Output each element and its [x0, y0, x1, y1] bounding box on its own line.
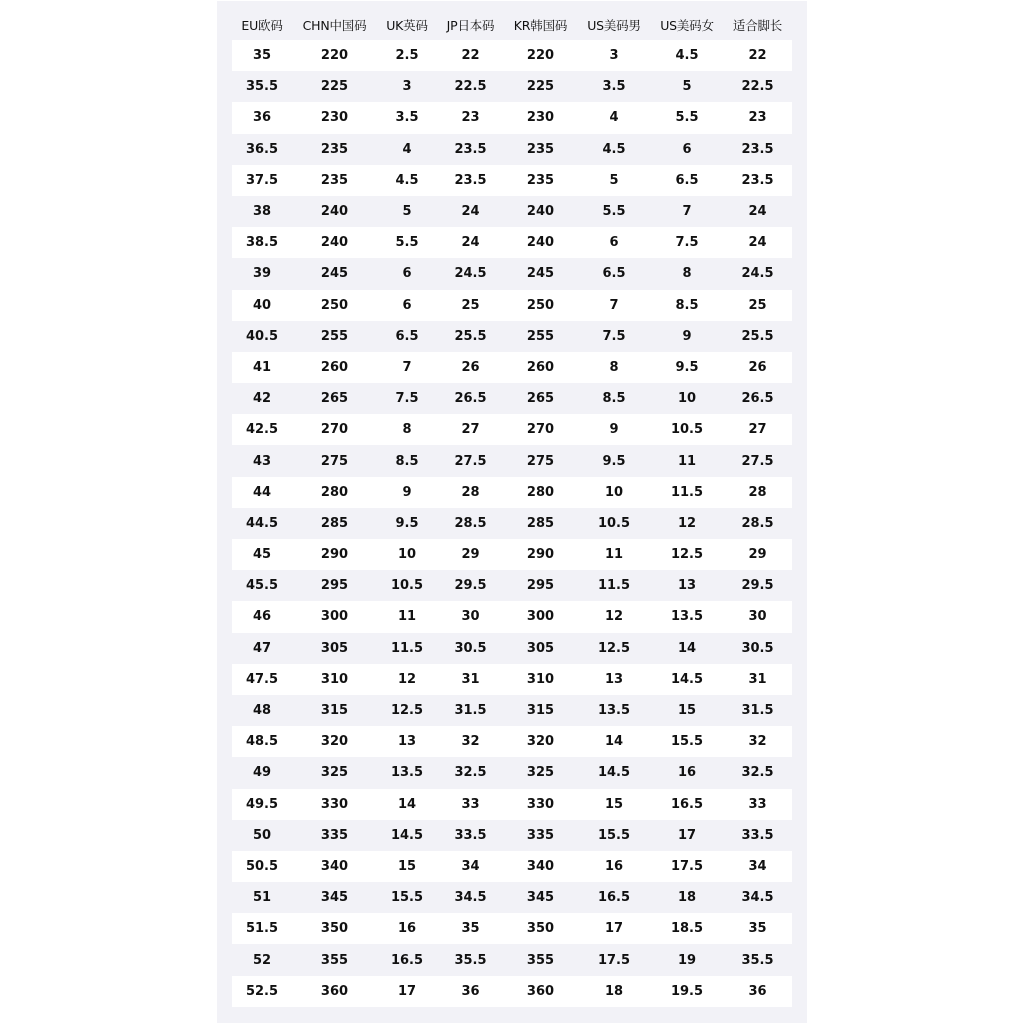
- cell-eu: 42.5: [232, 414, 292, 445]
- table-row: [232, 664, 792, 695]
- cell-kr: 345: [504, 882, 577, 913]
- cell-foot-length: 32: [723, 726, 792, 757]
- cell-chn: 240: [292, 196, 377, 227]
- cell-uk: 5.5: [377, 227, 437, 258]
- cell-eu: 51.5: [232, 913, 292, 944]
- cell-foot-length: 27: [723, 414, 792, 445]
- cell-us-men: 6.5: [577, 258, 651, 289]
- cell-uk: 3: [377, 71, 437, 102]
- header-us-women: US美码女: [660, 17, 714, 33]
- cell-us-men: 10: [577, 477, 651, 508]
- cell-kr: 330: [504, 789, 577, 820]
- table-row: [232, 944, 792, 975]
- cell-eu: 36.5: [232, 134, 292, 165]
- cell-foot-length: 31: [723, 664, 792, 695]
- cell-jp: 24.5: [437, 258, 504, 289]
- cell-kr: 280: [504, 477, 577, 508]
- cell-us-men: 15.5: [577, 820, 651, 851]
- cell-chn: 235: [292, 165, 377, 196]
- cell-chn: 230: [292, 102, 377, 133]
- cell-kr: 315: [504, 695, 577, 726]
- header-foot-length: 适合脚长: [732, 17, 783, 33]
- cell-jp: 27.5: [437, 445, 504, 476]
- cell-us-women: 14: [651, 633, 723, 664]
- table-row: [232, 820, 792, 851]
- cell-kr: 255: [504, 321, 577, 352]
- cell-chn: 325: [292, 757, 377, 788]
- cell-kr: 270: [504, 414, 577, 445]
- cell-us-men: 6: [577, 227, 651, 258]
- cell-uk: 11.5: [377, 633, 437, 664]
- table-row: [232, 539, 792, 570]
- cell-chn: 305: [292, 633, 377, 664]
- cell-us-men: 7: [577, 290, 651, 321]
- cell-jp: 32.5: [437, 757, 504, 788]
- cell-foot-length: 24.5: [723, 258, 792, 289]
- cell-kr: 245: [504, 258, 577, 289]
- cell-chn: 225: [292, 71, 377, 102]
- cell-jp: 31.5: [437, 695, 504, 726]
- table-row: [232, 695, 792, 726]
- cell-uk: 14: [377, 789, 437, 820]
- cell-jp: 35.5: [437, 944, 504, 975]
- cell-eu: 40.5: [232, 321, 292, 352]
- cell-kr: 335: [504, 820, 577, 851]
- cell-chn: 250: [292, 290, 377, 321]
- cell-chn: 295: [292, 570, 377, 601]
- cell-kr: 350: [504, 913, 577, 944]
- cell-us-men: 4.5: [577, 134, 651, 165]
- cell-foot-length: 35.5: [723, 944, 792, 975]
- table-row: [232, 102, 792, 133]
- cell-eu: 46: [232, 601, 292, 632]
- cell-jp: 22: [437, 40, 504, 71]
- cell-eu: 45: [232, 539, 292, 570]
- cell-eu: 47: [232, 633, 292, 664]
- cell-uk: 16.5: [377, 944, 437, 975]
- cell-jp: 30.5: [437, 633, 504, 664]
- cell-us-women: 6: [651, 134, 723, 165]
- cell-uk: 6: [377, 290, 437, 321]
- cell-us-men: 12.5: [577, 633, 651, 664]
- cell-eu: 43: [232, 445, 292, 476]
- cell-us-men: 15: [577, 789, 651, 820]
- cell-jp: 22.5: [437, 71, 504, 102]
- cell-us-women: 13: [651, 570, 723, 601]
- cell-us-men: 9: [577, 414, 651, 445]
- cell-jp: 33: [437, 789, 504, 820]
- cell-chn: 280: [292, 477, 377, 508]
- cell-uk: 16: [377, 913, 437, 944]
- cell-us-women: 8: [651, 258, 723, 289]
- cell-us-women: 13.5: [651, 601, 723, 632]
- cell-chn: 340: [292, 851, 377, 882]
- cell-jp: 27: [437, 414, 504, 445]
- cell-us-men: 4: [577, 102, 651, 133]
- cell-us-men: 12: [577, 601, 651, 632]
- cell-chn: 275: [292, 445, 377, 476]
- table-row: [232, 290, 792, 321]
- cell-foot-length: 23: [723, 102, 792, 133]
- cell-uk: 4.5: [377, 165, 437, 196]
- cell-us-men: 10.5: [577, 508, 651, 539]
- cell-foot-length: 32.5: [723, 757, 792, 788]
- cell-kr: 295: [504, 570, 577, 601]
- cell-chn: 260: [292, 352, 377, 383]
- cell-jp: 29.5: [437, 570, 504, 601]
- cell-chn: 335: [292, 820, 377, 851]
- cell-kr: 325: [504, 757, 577, 788]
- cell-foot-length: 29.5: [723, 570, 792, 601]
- cell-us-women: 12: [651, 508, 723, 539]
- cell-kr: 260: [504, 352, 577, 383]
- cell-eu: 47.5: [232, 664, 292, 695]
- cell-us-men: 13.5: [577, 695, 651, 726]
- cell-eu: 42: [232, 383, 292, 414]
- cell-chn: 300: [292, 601, 377, 632]
- cell-eu: 50.5: [232, 851, 292, 882]
- cell-chn: 235: [292, 134, 377, 165]
- cell-jp: 30: [437, 601, 504, 632]
- cell-us-women: 9.5: [651, 352, 723, 383]
- cell-chn: 355: [292, 944, 377, 975]
- cell-eu: 49.5: [232, 789, 292, 820]
- cell-eu: 45.5: [232, 570, 292, 601]
- header-eu: EU欧码: [241, 17, 283, 33]
- cell-us-men: 14: [577, 726, 651, 757]
- cell-kr: 250: [504, 290, 577, 321]
- cell-foot-length: 31.5: [723, 695, 792, 726]
- cell-jp: 24: [437, 227, 504, 258]
- cell-foot-length: 27.5: [723, 445, 792, 476]
- table-row: [232, 227, 792, 258]
- cell-uk: 4: [377, 134, 437, 165]
- table-row: [232, 508, 792, 539]
- cell-kr: 305: [504, 633, 577, 664]
- cell-foot-length: 28: [723, 477, 792, 508]
- cell-us-men: 5: [577, 165, 651, 196]
- table-row: [232, 196, 792, 227]
- table-row: [232, 976, 792, 1007]
- cell-eu: 48.5: [232, 726, 292, 757]
- cell-foot-length: 28.5: [723, 508, 792, 539]
- table-row: [232, 789, 792, 820]
- table-row: [232, 570, 792, 601]
- cell-eu: 35.5: [232, 71, 292, 102]
- cell-chn: 285: [292, 508, 377, 539]
- cell-us-women: 19.5: [651, 976, 723, 1007]
- cell-eu: 35: [232, 40, 292, 71]
- table-row: [232, 851, 792, 882]
- cell-uk: 10.5: [377, 570, 437, 601]
- cell-kr: 230: [504, 102, 577, 133]
- cell-uk: 3.5: [377, 102, 437, 133]
- cell-foot-length: 22: [723, 40, 792, 71]
- cell-jp: 23: [437, 102, 504, 133]
- cell-jp: 28.5: [437, 508, 504, 539]
- cell-foot-length: 24: [723, 227, 792, 258]
- cell-foot-length: 33.5: [723, 820, 792, 851]
- cell-chn: 240: [292, 227, 377, 258]
- cell-jp: 31: [437, 664, 504, 695]
- cell-eu: 44: [232, 477, 292, 508]
- cell-us-women: 15: [651, 695, 723, 726]
- cell-us-men: 16.5: [577, 882, 651, 913]
- cell-eu: 51: [232, 882, 292, 913]
- cell-kr: 240: [504, 196, 577, 227]
- cell-us-women: 18.5: [651, 913, 723, 944]
- cell-kr: 310: [504, 664, 577, 695]
- cell-jp: 29: [437, 539, 504, 570]
- cell-chn: 265: [292, 383, 377, 414]
- cell-jp: 35: [437, 913, 504, 944]
- cell-chn: 350: [292, 913, 377, 944]
- cell-uk: 7: [377, 352, 437, 383]
- cell-chn: 245: [292, 258, 377, 289]
- table-row: [232, 726, 792, 757]
- cell-us-women: 17: [651, 820, 723, 851]
- cell-kr: 285: [504, 508, 577, 539]
- cell-jp: 23.5: [437, 134, 504, 165]
- table-row: [232, 601, 792, 632]
- cell-us-women: 16.5: [651, 789, 723, 820]
- cell-us-men: 18: [577, 976, 651, 1007]
- cell-us-men: 11: [577, 539, 651, 570]
- cell-us-men: 11.5: [577, 570, 651, 601]
- cell-kr: 300: [504, 601, 577, 632]
- cell-foot-length: 29: [723, 539, 792, 570]
- table-header: [232, 9, 792, 40]
- cell-foot-length: 24: [723, 196, 792, 227]
- table-row: [232, 321, 792, 352]
- cell-us-men: 14.5: [577, 757, 651, 788]
- cell-jp: 32: [437, 726, 504, 757]
- shoe-size-conversion-table: [232, 9, 792, 1007]
- cell-kr: 225: [504, 71, 577, 102]
- cell-uk: 12.5: [377, 695, 437, 726]
- cell-kr: 275: [504, 445, 577, 476]
- cell-chn: 290: [292, 539, 377, 570]
- cell-us-women: 11.5: [651, 477, 723, 508]
- cell-chn: 270: [292, 414, 377, 445]
- cell-foot-length: 30.5: [723, 633, 792, 664]
- cell-eu: 38: [232, 196, 292, 227]
- cell-chn: 330: [292, 789, 377, 820]
- cell-uk: 12: [377, 664, 437, 695]
- cell-eu: 36: [232, 102, 292, 133]
- cell-foot-length: 25.5: [723, 321, 792, 352]
- table-row: [232, 40, 792, 71]
- cell-uk: 5: [377, 196, 437, 227]
- cell-kr: 220: [504, 40, 577, 71]
- cell-kr: 235: [504, 134, 577, 165]
- cell-us-men: 9.5: [577, 445, 651, 476]
- cell-us-women: 5: [651, 71, 723, 102]
- cell-eu: 38.5: [232, 227, 292, 258]
- cell-foot-length: 34.5: [723, 882, 792, 913]
- cell-jp: 25.5: [437, 321, 504, 352]
- cell-chn: 220: [292, 40, 377, 71]
- cell-uk: 13.5: [377, 757, 437, 788]
- cell-foot-length: 26: [723, 352, 792, 383]
- cell-us-women: 8.5: [651, 290, 723, 321]
- cell-kr: 355: [504, 944, 577, 975]
- cell-foot-length: 34: [723, 851, 792, 882]
- cell-us-women: 9: [651, 321, 723, 352]
- table-row: [232, 757, 792, 788]
- header-chn: CHN中国码: [302, 17, 367, 33]
- cell-us-women: 12.5: [651, 539, 723, 570]
- cell-chn: 360: [292, 976, 377, 1007]
- cell-chn: 255: [292, 321, 377, 352]
- cell-uk: 15: [377, 851, 437, 882]
- cell-us-women: 17.5: [651, 851, 723, 882]
- cell-uk: 17: [377, 976, 437, 1007]
- cell-uk: 2.5: [377, 40, 437, 71]
- table-row: [232, 383, 792, 414]
- table-row: [232, 633, 792, 664]
- cell-us-women: 10.5: [651, 414, 723, 445]
- cell-us-men: 17.5: [577, 944, 651, 975]
- cell-foot-length: 25: [723, 290, 792, 321]
- cell-us-women: 7.5: [651, 227, 723, 258]
- header-uk: UK英码: [386, 17, 428, 33]
- cell-uk: 8.5: [377, 445, 437, 476]
- cell-eu: 37.5: [232, 165, 292, 196]
- cell-jp: 36: [437, 976, 504, 1007]
- table-row: [232, 882, 792, 913]
- cell-eu: 52.5: [232, 976, 292, 1007]
- cell-us-women: 14.5: [651, 664, 723, 695]
- cell-us-men: 3.5: [577, 71, 651, 102]
- cell-uk: 9.5: [377, 508, 437, 539]
- cell-eu: 49: [232, 757, 292, 788]
- cell-kr: 235: [504, 165, 577, 196]
- cell-jp: 33.5: [437, 820, 504, 851]
- cell-eu: 48: [232, 695, 292, 726]
- table-row: [232, 134, 792, 165]
- table-row: [232, 445, 792, 476]
- cell-foot-length: 30: [723, 601, 792, 632]
- cell-jp: 34.5: [437, 882, 504, 913]
- cell-kr: 265: [504, 383, 577, 414]
- header-row: [232, 9, 792, 40]
- cell-jp: 25: [437, 290, 504, 321]
- cell-eu: 50: [232, 820, 292, 851]
- size-chart-panel: [217, 1, 807, 1023]
- cell-jp: 34: [437, 851, 504, 882]
- cell-uk: 10: [377, 539, 437, 570]
- cell-us-women: 19: [651, 944, 723, 975]
- cell-eu: 39: [232, 258, 292, 289]
- cell-us-men: 17: [577, 913, 651, 944]
- cell-jp: 26: [437, 352, 504, 383]
- cell-us-men: 13: [577, 664, 651, 695]
- cell-jp: 28: [437, 477, 504, 508]
- cell-uk: 7.5: [377, 383, 437, 414]
- header-us-men: US美码男: [587, 17, 641, 33]
- cell-us-women: 10: [651, 383, 723, 414]
- cell-uk: 6.5: [377, 321, 437, 352]
- table-row: [232, 352, 792, 383]
- cell-us-men: 8: [577, 352, 651, 383]
- cell-us-men: 8.5: [577, 383, 651, 414]
- cell-us-women: 7: [651, 196, 723, 227]
- cell-kr: 290: [504, 539, 577, 570]
- cell-foot-length: 33: [723, 789, 792, 820]
- cell-eu: 44.5: [232, 508, 292, 539]
- cell-chn: 310: [292, 664, 377, 695]
- cell-foot-length: 23.5: [723, 165, 792, 196]
- table-row: [232, 165, 792, 196]
- cell-uk: 9: [377, 477, 437, 508]
- cell-kr: 320: [504, 726, 577, 757]
- cell-uk: 14.5: [377, 820, 437, 851]
- cell-us-women: 5.5: [651, 102, 723, 133]
- cell-uk: 11: [377, 601, 437, 632]
- cell-us-men: 3: [577, 40, 651, 71]
- cell-us-women: 4.5: [651, 40, 723, 71]
- cell-us-women: 15.5: [651, 726, 723, 757]
- cell-us-men: 16: [577, 851, 651, 882]
- cell-uk: 6: [377, 258, 437, 289]
- cell-kr: 240: [504, 227, 577, 258]
- header-jp: JP日本码: [446, 17, 495, 33]
- cell-eu: 41: [232, 352, 292, 383]
- cell-us-men: 7.5: [577, 321, 651, 352]
- cell-eu: 40: [232, 290, 292, 321]
- cell-foot-length: 35: [723, 913, 792, 944]
- table-row: [232, 71, 792, 102]
- cell-uk: 15.5: [377, 882, 437, 913]
- table-body: [232, 40, 792, 1007]
- table-row: [232, 258, 792, 289]
- cell-us-women: 6.5: [651, 165, 723, 196]
- header-kr: KR韩国码: [513, 17, 568, 33]
- cell-us-women: 16: [651, 757, 723, 788]
- cell-jp: 24: [437, 196, 504, 227]
- cell-us-women: 11: [651, 445, 723, 476]
- cell-foot-length: 23.5: [723, 134, 792, 165]
- cell-jp: 26.5: [437, 383, 504, 414]
- cell-eu: 52: [232, 944, 292, 975]
- cell-chn: 320: [292, 726, 377, 757]
- cell-foot-length: 22.5: [723, 71, 792, 102]
- cell-chn: 315: [292, 695, 377, 726]
- cell-kr: 360: [504, 976, 577, 1007]
- cell-kr: 340: [504, 851, 577, 882]
- table-row: [232, 477, 792, 508]
- cell-uk: 8: [377, 414, 437, 445]
- cell-uk: 13: [377, 726, 437, 757]
- cell-chn: 345: [292, 882, 377, 913]
- table-row: [232, 414, 792, 445]
- cell-jp: 23.5: [437, 165, 504, 196]
- cell-us-women: 18: [651, 882, 723, 913]
- cell-foot-length: 26.5: [723, 383, 792, 414]
- table-row: [232, 913, 792, 944]
- cell-foot-length: 36: [723, 976, 792, 1007]
- cell-us-men: 5.5: [577, 196, 651, 227]
